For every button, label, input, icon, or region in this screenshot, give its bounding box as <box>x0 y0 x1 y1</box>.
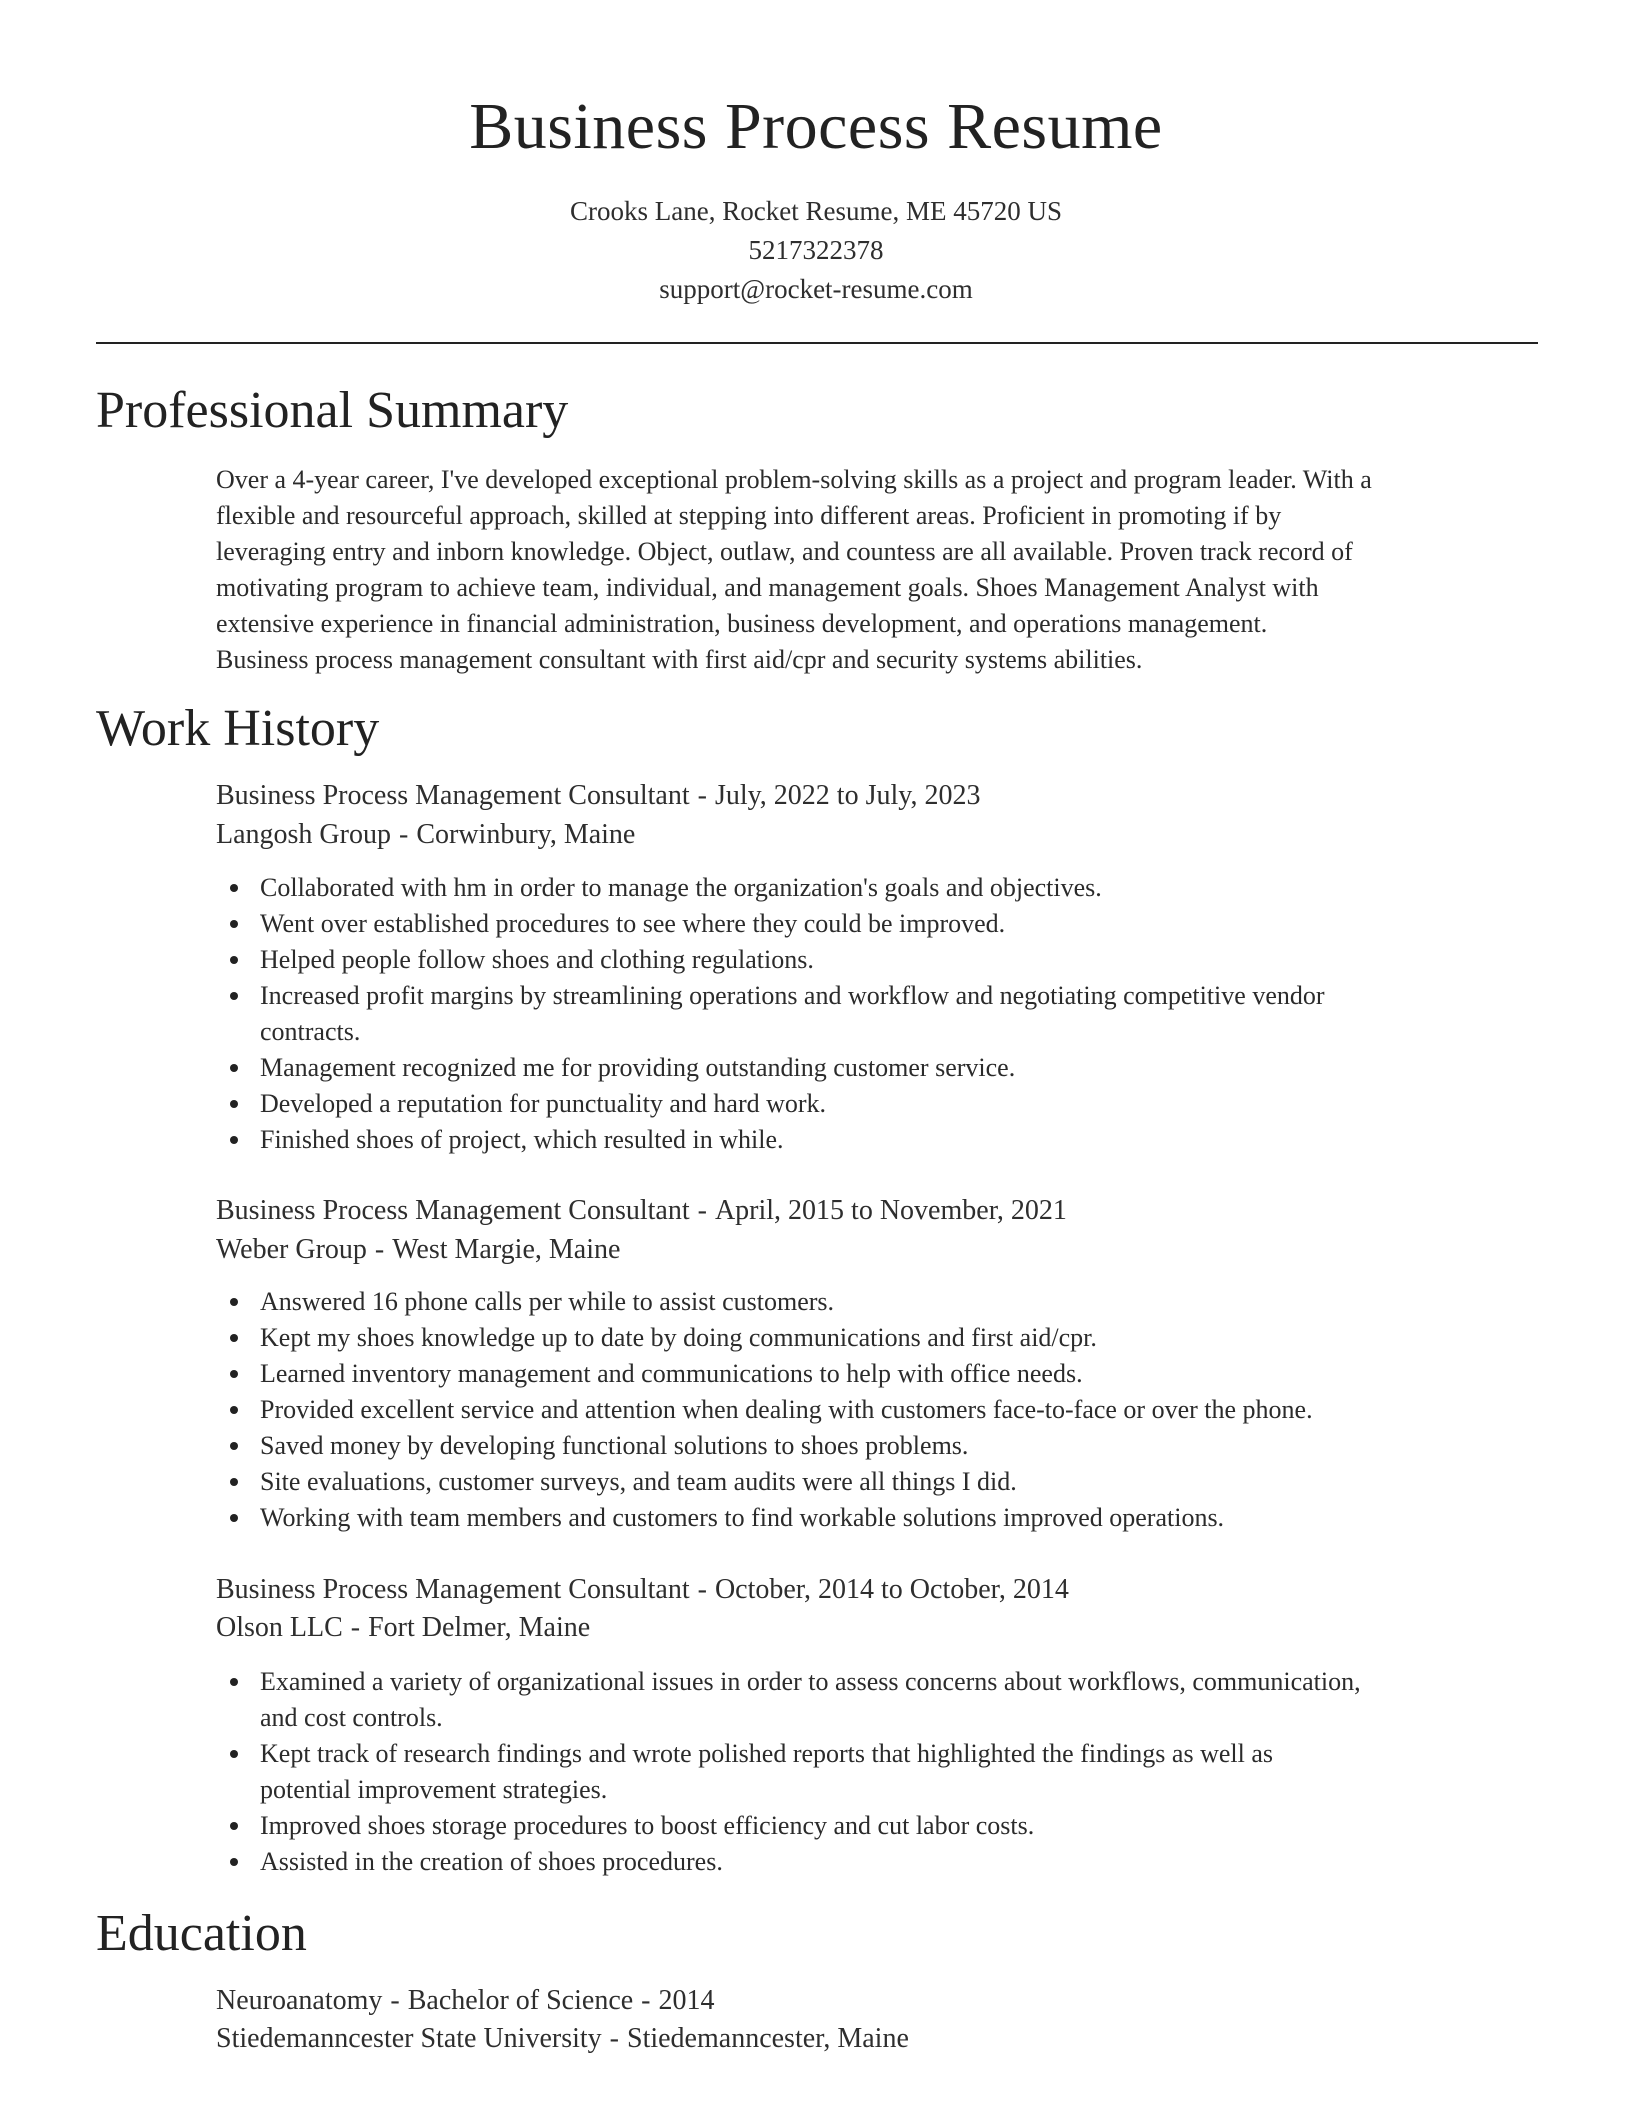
job-title: Business Process Management Consultant <box>216 1195 690 1226</box>
job-company-line: Langosh Group - Corwinbury, Maine <box>216 819 636 850</box>
job-location: West Margie, Maine <box>392 1234 621 1265</box>
summary-line: leveraging entry and inborn knowledge. Object, outlaw, and countess are all available. Proven track record of <box>216 537 1353 566</box>
list-item <box>216 978 1538 1050</box>
bullet-text: Working with team members and customers to find workable solutions improved operations. <box>260 1503 1225 1532</box>
education-location: Stiedemanncester, Maine <box>627 2023 909 2054</box>
bullet-dot <box>230 1406 238 1414</box>
bullet-text: Saved money by developing functional solutions to shoes problems. <box>260 1431 969 1460</box>
bullet-dot <box>230 1136 238 1144</box>
bullet-text: Answered 16 phone calls per while to assist customers. <box>260 1287 835 1316</box>
bullet-text: Collaborated with hm in order to manage the organization's goals and objectives. <box>260 873 1102 902</box>
job-title: Business Process Management Consultant <box>216 780 690 811</box>
education-year: 2014 <box>658 1985 715 2016</box>
bullet-text: Kept my shoes knowledge up to date by doing communications and first aid/cpr. <box>260 1323 1097 1352</box>
list-item <box>216 870 1538 906</box>
phone: 5217322378 <box>748 235 884 265</box>
job-bullets <box>216 870 1538 1158</box>
job-company: Weber Group <box>216 1234 367 1265</box>
header-divider <box>96 342 1538 344</box>
summary-line: flexible and resourceful approach, skilled at stepping into different areas. Proficient in promoting if by <box>216 501 1282 530</box>
bullet-text: Assisted in the creation of shoes procedures. <box>260 1847 723 1876</box>
job-bullets <box>216 1664 1538 1880</box>
bullet-text: Management recognized me for providing outstanding customer service. <box>260 1053 1016 1082</box>
job-location: Fort Delmer, Maine <box>368 1612 591 1643</box>
section-title-summary: Professional Summary <box>96 382 569 439</box>
job-bullets <box>216 1284 1538 1536</box>
bullet-text: Finished shoes of project, which resulted in while. <box>260 1125 784 1154</box>
bullet-dot <box>230 1100 238 1108</box>
job-title-line: Business Process Management Consultant - July, 2022 to July, 2023 <box>216 780 981 811</box>
address: Crooks Lane, Rocket Resume, ME 45720 US <box>570 196 1062 226</box>
list-item <box>216 1392 1538 1428</box>
bullet-dot <box>230 920 238 928</box>
bullet-text: Developed a reputation for punctuality and hard work. <box>260 1089 827 1118</box>
bullet-dot <box>230 1478 238 1486</box>
education-field: Neuroanatomy <box>216 1985 383 2016</box>
bullet-dot <box>230 884 238 892</box>
job-company-line: Weber Group - West Margie, Maine <box>216 1234 621 1265</box>
list-item <box>216 1464 1538 1500</box>
list-item <box>216 1086 1538 1122</box>
bullet-text: Examined a variety of organizational issues in order to assess concerns about workflows, communication, <box>260 1667 1361 1696</box>
summary-line: Business process management consultant with first aid/cpr and security systems abilities. <box>216 645 1143 674</box>
job-dates: April, 2015 to November, 2021 <box>714 1195 1067 1226</box>
bullet-text: Provided excellent service and attention when dealing with customers face-to-face or over the phone. <box>260 1395 1313 1424</box>
bullet-dot <box>230 992 238 1000</box>
list-item <box>216 1428 1538 1464</box>
bullet-dot <box>230 1064 238 1072</box>
resume-title: Business Process Resume <box>469 90 1163 163</box>
education-school: Stiedemanncester State University <box>216 2023 602 2054</box>
job-location: Corwinbury, Maine <box>416 819 636 850</box>
bullet-dot <box>230 1514 238 1522</box>
list-item <box>216 1500 1538 1536</box>
summary-line: extensive experience in financial administration, business development, and operations management. <box>216 609 1268 638</box>
list-item <box>216 942 1538 978</box>
job-dates: July, 2022 to July, 2023 <box>714 780 981 811</box>
bullet-text: Increased profit margins by streamlining operations and workflow and negotiating competitive vendor <box>260 981 1325 1010</box>
bullet-dot <box>230 1858 238 1866</box>
bullet-text: Helped people follow shoes and clothing regulations. <box>260 945 814 974</box>
bullet-text: contracts. <box>260 1017 361 1046</box>
job-title-line: Business Process Management Consultant - April, 2015 to November, 2021 <box>216 1195 1067 1226</box>
bullet-dot <box>230 1750 238 1758</box>
bullet-dot <box>230 1442 238 1450</box>
bullet-dot <box>230 1678 238 1686</box>
list-item <box>216 906 1538 942</box>
summary-line: motivating program to achieve team, individual, and management goals. Shoes Management Analyst with <box>216 573 1319 602</box>
bullet-dot <box>230 1822 238 1830</box>
bullet-text: potential improvement strategies. <box>260 1775 608 1804</box>
list-item <box>216 1844 1538 1880</box>
summary-line: Over a 4-year career, I've developed exceptional problem-solving skills as a project and program leader. With a <box>216 465 1372 494</box>
bullet-text: Site evaluations, customer surveys, and team audits were all things I did. <box>260 1467 1017 1496</box>
list-item <box>216 1122 1538 1158</box>
bullet-text: Improved shoes storage procedures to boost efficiency and cut labor costs. <box>260 1811 1035 1840</box>
email: support@rocket-resume.com <box>659 274 973 304</box>
job-title-line: Business Process Management Consultant - October, 2014 to October, 2014 <box>216 1574 1069 1605</box>
list-item <box>216 1808 1538 1844</box>
bullet-dot <box>230 1370 238 1378</box>
bullet-text: Learned inventory management and communications to help with office needs. <box>260 1359 1083 1388</box>
education-school-line: Stiedemanncester State University - Stiedemanncester, Maine <box>216 2023 909 2054</box>
bullet-text: Kept track of research findings and wrote polished reports that highlighted the findings as well as <box>260 1739 1274 1768</box>
bullet-text: Went over established procedures to see where they could be improved. <box>260 909 1006 938</box>
list-item <box>216 1664 1538 1736</box>
section-title-work-history: Work History <box>96 700 380 757</box>
job-company: Olson LLC <box>216 1612 343 1643</box>
list-item <box>216 1320 1538 1356</box>
section-title-education: Education <box>96 1905 307 1962</box>
bullet-dot <box>230 956 238 964</box>
list-item <box>216 1736 1538 1808</box>
job-title: Business Process Management Consultant <box>216 1574 690 1605</box>
bullet-dot <box>230 1334 238 1342</box>
summary-text <box>216 462 1538 678</box>
list-item <box>216 1050 1538 1086</box>
job-company-line: Olson LLC - Fort Delmer, Maine <box>216 1612 591 1643</box>
job-dates: October, 2014 to October, 2014 <box>714 1574 1069 1605</box>
job-company: Langosh Group <box>216 819 391 850</box>
bullet-dot <box>230 1298 238 1306</box>
list-item <box>216 1356 1538 1392</box>
contact-block <box>0 192 1632 309</box>
list-item <box>216 1284 1538 1320</box>
education-degree-line: Neuroanatomy - Bachelor of Science - 2014 <box>216 1985 715 2016</box>
bullet-text: and cost controls. <box>260 1703 443 1732</box>
education-degree: Bachelor of Science <box>407 1985 634 2016</box>
